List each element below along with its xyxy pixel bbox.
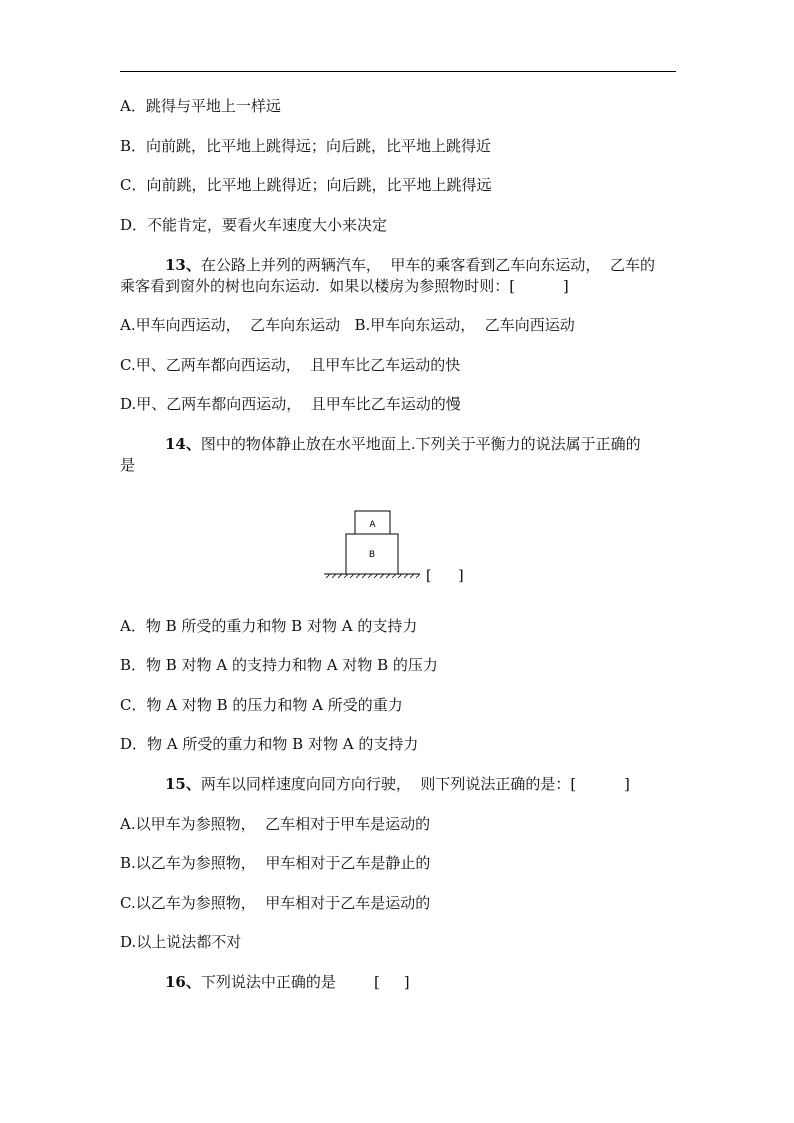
q15-option-c: C.以乙车为参照物， 甲车相对于乙车是运动的 <box>120 894 431 912</box>
q15-option-d: D.以上说法都不对 <box>120 933 242 951</box>
q12-option-c: C．向前跳，比平地上跳得近；向后跳，比平地上跳得远 <box>120 176 492 194</box>
block-a-label: A <box>369 520 376 530</box>
q14-option-d: D．物 A 所受的重力和物 B 对物 A 的支持力 <box>120 735 419 753</box>
q14-stem-text: 图中的物体静止放在水平地面上.下列关于平衡力的说法属于正确的 <box>200 435 641 453</box>
ground-hatching <box>326 574 420 578</box>
q14-stem-line2: 是 <box>120 456 136 474</box>
q13-option-c: C.甲、乙两车都向西运动， 且甲车比乙车运动的快 <box>120 356 461 374</box>
q14-option-b: B．物 B 对物 A 的支持力和物 A 对物 B 的压力 <box>120 656 438 674</box>
q12-option-a: A．跳得与平地上一样远 <box>120 97 281 115</box>
q13-number: 13、 <box>165 256 201 274</box>
q16-number: 16、 <box>165 973 201 991</box>
q13-stem-line1 <box>165 255 655 275</box>
q13-option-ab: A.甲车向西运动， 乙车向东运动 B.甲车向东运动， 乙车向西运动 <box>120 316 575 334</box>
block-b-label: B <box>368 550 376 560</box>
header-rule <box>120 71 676 72</box>
q15-option-b: B.以乙车为参照物， 甲车相对于乙车是静止的 <box>120 854 431 872</box>
q14-figure <box>320 505 490 583</box>
q16-stem <box>165 972 410 992</box>
q15-stem-text: 两车以同样速度向同方向行驶， 则下列说法正确的是：[ ] <box>200 775 630 793</box>
q14-option-a: A．物 B 所受的重力和物 B 对物 A 的支持力 <box>120 617 418 635</box>
q14-number: 14、 <box>165 435 201 453</box>
q12-option-d: D．不能肯定，要看火车速度大小来决定 <box>120 216 388 234</box>
q15-stem <box>165 774 630 794</box>
q14-answer-bracket: [ ] <box>426 568 464 583</box>
q13-stem-text: 在公路上并列的两辆汽车， 甲车的乘客看到乙车向东运动， 乙车的 <box>200 256 655 274</box>
q12-option-b: B．向前跳，比平地上跳得远；向后跳，比平地上跳得近 <box>120 137 492 155</box>
q13-option-d: D.甲、乙两车都向西运动， 且甲车比乙车运动的慢 <box>120 395 461 413</box>
blocks-diagram <box>320 505 490 583</box>
q14-stem-line1 <box>165 434 641 454</box>
q15-option-a: A.以甲车为参照物， 乙车相对于甲车是运动的 <box>120 815 431 833</box>
q13-stem-line2: 乘客看到窗外的树也向东运动. 如果以楼房为参照物时则：[ ] <box>120 277 569 295</box>
q15-number: 15、 <box>165 775 201 793</box>
q16-stem-text: 下列说法中正确的是 [ ] <box>200 973 410 991</box>
q14-option-c: C．物 A 对物 B 的压力和物 A 所受的重力 <box>120 696 403 714</box>
